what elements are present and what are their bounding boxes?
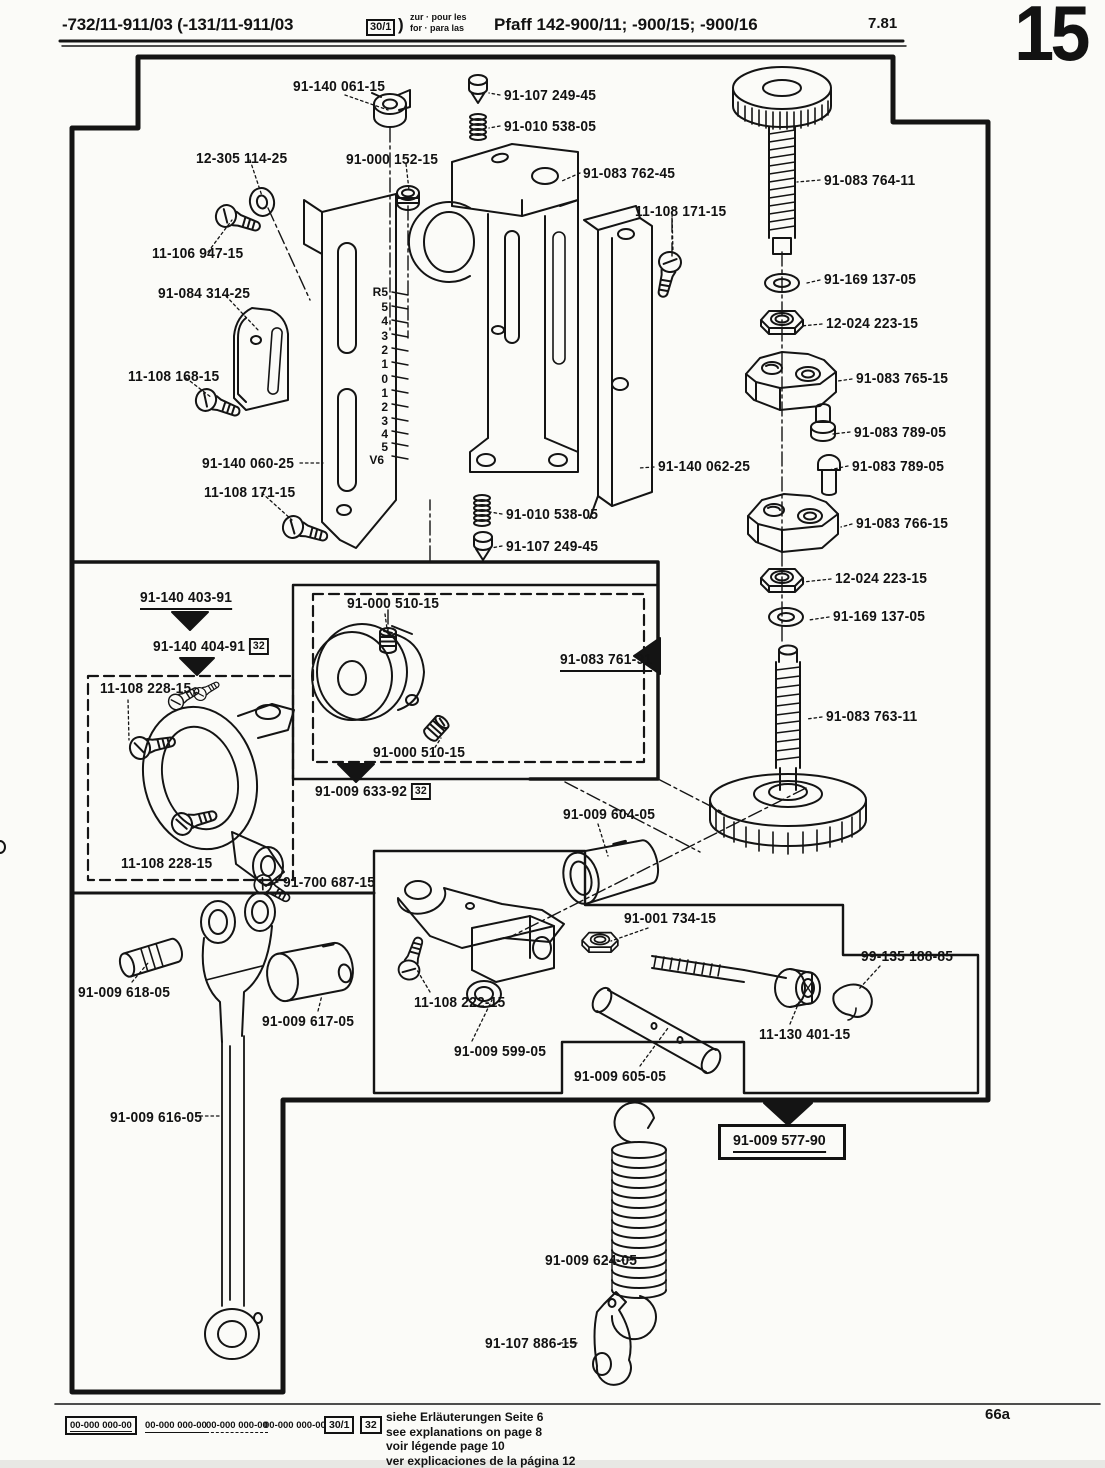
pulley-group xyxy=(312,624,424,720)
part-label: 11-108 228-15 xyxy=(100,681,191,698)
part-label: 91-009 599-05 xyxy=(454,1044,546,1061)
pulley-dashed-box xyxy=(313,594,644,762)
part-label: 91-009 617-05 xyxy=(262,1014,354,1031)
cap-188 xyxy=(833,985,871,1020)
part-label: 91-140 062-25 xyxy=(658,459,750,476)
part-number: 91-009 577-90 xyxy=(733,1132,826,1153)
part-label: 91-084 314-25 xyxy=(158,286,250,303)
pulley-group-border xyxy=(293,585,658,779)
part-label: 99-135 188-85 xyxy=(861,949,953,966)
section-number: 15 xyxy=(1015,0,1087,79)
setscrew-510-top xyxy=(380,628,396,653)
side-plate-062 xyxy=(584,206,652,518)
scale-mark: 1 xyxy=(360,387,388,399)
header-lang-line-2: for · para las xyxy=(410,23,464,33)
header-close-paren: ) xyxy=(398,15,403,35)
part-label: 91-000 510-15 xyxy=(347,596,439,613)
cone-249-bottom xyxy=(474,532,492,560)
header-part-code: -732/11-911/03 (-131/11-911/03 xyxy=(62,15,293,35)
washer-169-137-bottom xyxy=(769,608,803,626)
bracket-314 xyxy=(234,308,288,410)
scale-mark: 2 xyxy=(360,344,388,356)
page-number: 66a xyxy=(985,1406,1010,1423)
part-label: 91-083 762-45 xyxy=(583,166,675,183)
legend-code-plain: 00-000 000-00 xyxy=(264,1420,326,1431)
footer-notes xyxy=(386,1410,575,1468)
legend-code-underlined: 00-000 000-00 xyxy=(145,1420,207,1433)
screw-228-bottom xyxy=(169,803,219,838)
scale-mark: 0 xyxy=(360,373,388,385)
header-date: 7.81 xyxy=(868,15,897,32)
ref-tag: 32 xyxy=(249,638,269,655)
setscrew-510-right xyxy=(422,714,451,743)
part-label: 11-106 947-15 xyxy=(152,246,243,263)
part-label-assembly xyxy=(315,783,431,801)
scale-mark: 5 xyxy=(360,441,388,453)
screw-947 xyxy=(213,203,263,237)
part-label: 91-083 766-15 xyxy=(856,516,948,533)
legend-code-dashed: 00-000 000-00 xyxy=(206,1420,268,1433)
socket-screw-401 xyxy=(652,956,820,1007)
part-label: 91-140 060-25 xyxy=(202,456,294,473)
part-label: 11-108 171-15 xyxy=(204,485,295,502)
part-label: 11-108 228-15 xyxy=(121,856,212,873)
part-label: 91-169 137-05 xyxy=(824,272,916,289)
scale-mark: 3 xyxy=(360,415,388,427)
header-machine-title: Pfaff 142-900/11; -900/15; -900/16 xyxy=(494,15,758,35)
legend-box-30-1: 30/1 xyxy=(324,1416,354,1434)
part-label: 91-083 764-11 xyxy=(824,173,915,190)
spring-624 xyxy=(612,1103,666,1340)
scale-mark: 2 xyxy=(360,401,388,413)
legend-code-boxed xyxy=(65,1416,137,1435)
arrow-403 xyxy=(172,612,208,630)
part-number: 91-009 633-92 xyxy=(315,784,407,800)
part-label: 12-024 223-15 xyxy=(835,571,927,588)
part-label: 91-083 763-11 xyxy=(826,709,917,726)
part-label: 91-000 152-15 xyxy=(346,152,438,169)
lever-arm-599 xyxy=(398,881,564,1007)
screw-ring-b xyxy=(191,677,221,703)
scale-mark: 4 xyxy=(360,315,388,327)
scale-mark: 1 xyxy=(360,358,388,370)
part-label: 91-107 249-45 xyxy=(504,88,596,105)
scale-mark: V6 xyxy=(356,454,384,466)
footer-note-en: see explanations on page 8 xyxy=(386,1425,575,1440)
part-number: 91-140 404-91 xyxy=(153,639,245,655)
part-label: 91-009 605-05 xyxy=(574,1069,666,1086)
part-label: 91-169 137-05 xyxy=(833,609,925,626)
cone-249-top xyxy=(469,75,487,103)
arrow-404 xyxy=(180,658,214,675)
header-lang-line-1: zur · pour les xyxy=(410,12,467,22)
part-label: 91-010 538-05 xyxy=(506,507,598,524)
nut-734 xyxy=(582,933,618,953)
part-label: 91-107 249-45 xyxy=(506,539,598,556)
part-label: 91-140 061-15 xyxy=(293,79,385,96)
footer-note-fr: voir légende page 10 xyxy=(386,1439,575,1454)
part-label: 12-024 223-15 xyxy=(826,316,918,333)
screw-168 xyxy=(193,386,243,421)
block-765 xyxy=(746,352,836,410)
spring-538-bottom xyxy=(474,495,490,526)
part-label: 91-083 765-15 xyxy=(856,371,948,388)
scale-mark: 5 xyxy=(360,301,388,313)
part-label-assembly: 91-083 761-91 xyxy=(560,652,652,672)
part-label: 91-083 789-05 xyxy=(854,425,946,442)
ref-tag: 32 xyxy=(411,783,431,800)
part-label: 11-130 401-15 xyxy=(759,1027,850,1044)
legend-code-text: 00-000 000-00 xyxy=(70,1420,132,1432)
spring-538-top xyxy=(470,114,486,140)
part-label: 91-000 510-15 xyxy=(373,745,465,762)
scale-mark: 4 xyxy=(360,428,388,440)
part-label-assembly xyxy=(153,638,269,656)
main-bracket-762 xyxy=(409,144,578,472)
screw-171-right xyxy=(653,250,683,299)
part-label: 91-010 538-05 xyxy=(504,119,596,136)
threaded-stud-763 xyxy=(710,646,866,855)
knurled-screw-764 xyxy=(733,67,831,254)
scale-mark: R5 xyxy=(360,286,388,298)
part-label: 11-108 222-15 xyxy=(414,995,505,1012)
part-label: 91-107 886-15 xyxy=(485,1336,577,1353)
part-label: 91-083 789-05 xyxy=(852,459,944,476)
pin-605 xyxy=(589,985,724,1076)
bushing-604 xyxy=(558,834,663,907)
part-label: 91-009 618-05 xyxy=(78,985,170,1002)
fork-rod-616 xyxy=(201,893,275,1359)
scale-plate-060 xyxy=(304,194,408,548)
part-label: 91-700 687-15 xyxy=(283,875,375,892)
washer-114 xyxy=(247,186,276,218)
arrow-577 xyxy=(764,1103,812,1125)
pin-789-b xyxy=(818,455,840,495)
pin-789-a xyxy=(811,404,835,441)
part-label: 11-108 168-15 xyxy=(128,369,219,386)
part-label-highlighted xyxy=(718,1124,846,1160)
header-30-1-box: 30/1 xyxy=(366,19,395,36)
part-label: 91-009 604-05 xyxy=(563,807,655,824)
cylinder-617 xyxy=(263,940,357,1004)
block-766 xyxy=(748,494,838,552)
legend-box-32: 32 xyxy=(360,1416,382,1434)
footer-note-de: siehe Erläuterungen Seite 6 xyxy=(386,1410,575,1425)
footer-note-es: ver explicaciones de la página 12 xyxy=(386,1454,575,1468)
part-label: 12-305 114-25 xyxy=(196,151,287,168)
part-label: 91-009 616-05 xyxy=(110,1110,202,1127)
part-label: 91-001 734-15 xyxy=(624,911,716,928)
scale-mark: 3 xyxy=(360,330,388,342)
screw-222 xyxy=(396,935,427,982)
part-label-assembly: 91-140 403-91 xyxy=(140,590,232,610)
part-label: 11-108 171-15 xyxy=(635,204,726,221)
part-label: 91-009 624-05 xyxy=(545,1253,637,1270)
pin-618 xyxy=(117,937,184,978)
